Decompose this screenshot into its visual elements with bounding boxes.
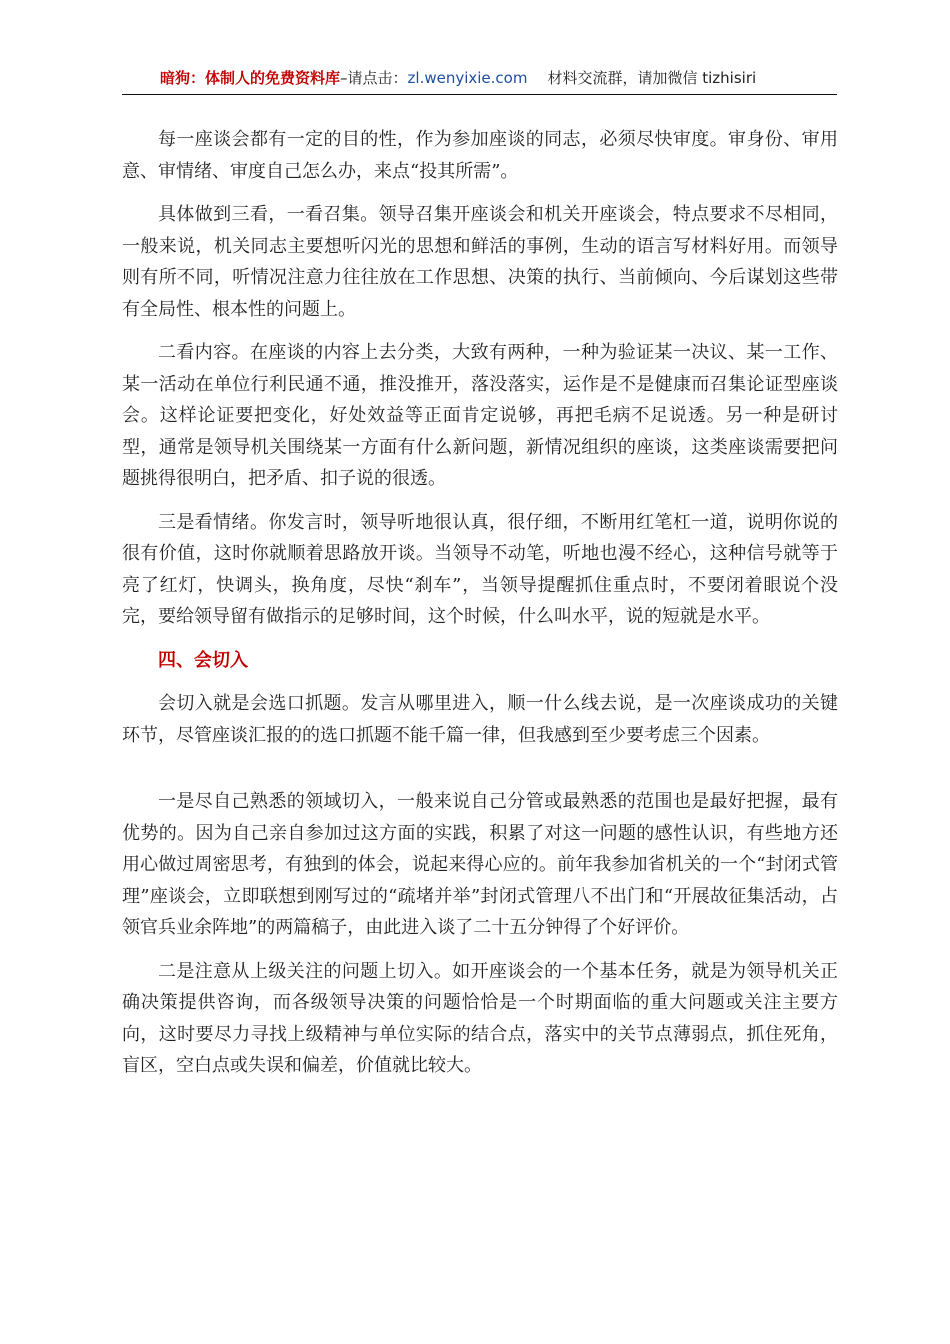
header-wechat: 材料交流群，请加微信 tizhisiri — [547, 69, 757, 87]
paragraph-6: 一是尽自己熟悉的领域切入，一般来说自己分管或最熟悉的范围也是最好把握，最有优势的。因为自己亲自参加过这方面的实践，积累了对这一问题的感性认识，有些地方还用心做过周密思考，有独到的体会，说起来得心应的。前年我参加省机关的一个“封闭式管理”座谈会，立即联想到刚写过的“疏堵并举”封闭式管理八不出门和“开展故征集活动，占领官兵业余阵地”的两篇稿子，由此进入谈了二十五分钟得了个好评价。 — [122, 791, 838, 938]
section-heading: 四、会切入 — [158, 649, 248, 671]
paragraph-4: 三是看情绪。你发言时，领导听地很认真，很仔细，不断用红笔杠一道，说明你说的很有价值，这时你就顺着思路放开谈。当领导不动笔，听地也漫不经心，这种信号就等于亮了红灯，快调头，换角度，尽快“刹车”，当领导提醒抓住重点时，不要闭着眼说个没完，要给领导留有做指示的足够时间，这个时候，什么叫水平，说的短就是水平。 — [122, 511, 838, 627]
document-body — [122, 124, 838, 1094]
paragraph-7: 二是注意从上级关注的问题上切入。如开座谈会的一个基本任务，就是为领导机关正确决策提供咨询，而各级领导决策的问题恰恰是一个时期面临的重大问题或关注主要方向，这时要尽力寻找上级精神与单位实际的结合点，落实中的关节点薄弱点，抓住死角，盲区，空白点或失误和偏差，价值就比较大。 — [122, 960, 838, 1076]
paragraph-5: 会切入就是会选口抓题。发言从哪里进入，顺一什么线去说，是一次座谈成功的关键环节，尽管座谈汇报的的选口抓题不能千篇一律，但我感到至少要考虑三个因素。 — [122, 693, 838, 746]
header-line — [160, 68, 756, 88]
paragraph-1: 每一座谈会都有一定的目的性，作为参加座谈的同志，必须尽快审度。审身份、审用意、审情绪、审度自己怎么办，来点“投其所需”。 — [122, 129, 838, 182]
header-click-prefix: –请点击： — [340, 69, 408, 87]
header-url-link[interactable]: zl.wenyixie.com — [407, 69, 528, 87]
header-brand: 暗狗：体制人的免费资料库 — [160, 69, 341, 87]
paragraph-2: 具体做到三看，一看召集。领导召集开座谈会和机关开座谈会，特点要求不尽相同，一般来说，机关同志主要想听闪光的思想和鲜活的事例，生动的语言写材料好用。而领导则有所不同，听情况注意力往往放在工作思想、决策的执行、当前倾向、今后谋划这些带有全局性、根本性的问题上。 — [122, 204, 838, 320]
paragraph-3: 二看内容。在座谈的内容上去分类，大致有两种，一种为验证某一决议、某一工作、某一活动在单位行利民通不通，推没推开，落没落实，运作是不是健康而召集论证型座谈会。这样论证要把变化，好处效益等正面肯定说够，再把毛病不足说透。另一种是研讨型，通常是领导机关围绕某一方面有什么新问题，新情况组织的座谈，这类座谈需要把问题挑得很明白，把矛盾、扣子说的很透。 — [122, 342, 838, 489]
page-header — [122, 68, 837, 95]
